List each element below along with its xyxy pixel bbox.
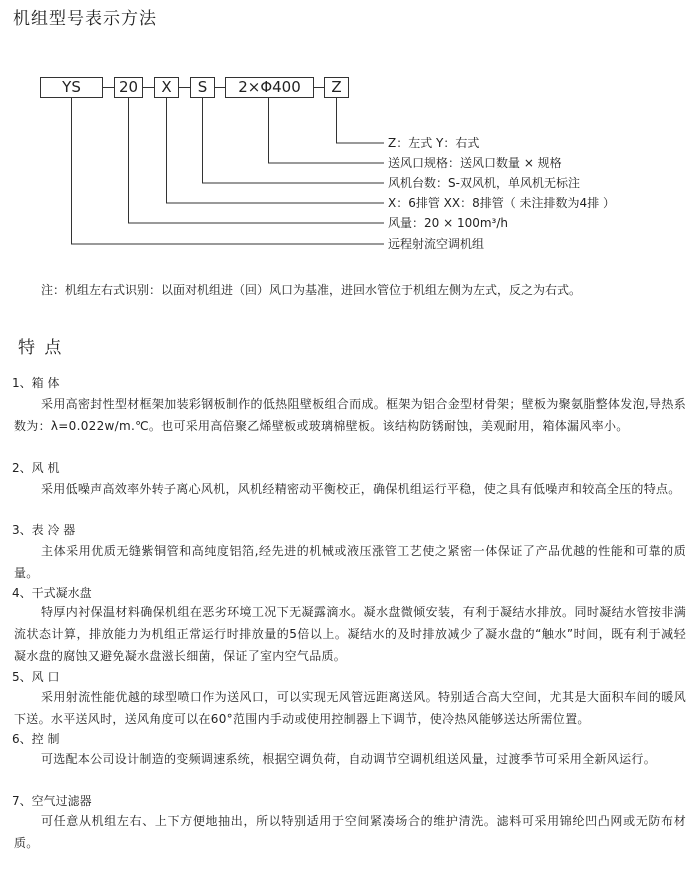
code-box-hand: Z (324, 77, 349, 98)
legend-coil-rows: X：6排管 XX：8排管（ 未注排数为4排 ） (388, 196, 616, 210)
leader-line-hand (337, 98, 385, 143)
code-box-series: YS (40, 77, 103, 98)
legend-hand: Z：左式 Y：右式 (388, 136, 480, 150)
code-box-coil-rows: X (154, 77, 179, 98)
feature-title-control: 6、控 制 (12, 732, 60, 746)
handedness-note: 注：机组左右式识别：以面对机组进（回）风口为基准，进回水管位于机组左侧为左式，反之为右式。 (41, 283, 582, 297)
legend-fan-count: 风机台数：S-双风机，单风机无标注 (388, 176, 580, 190)
legend-series: 远程射流空调机组 (388, 237, 485, 251)
features-heading: 特 点 (18, 338, 64, 358)
feature-text-filter: 可任意从机组左右、上下方便地抽出，所以特别适用于空间紧凑场合的维护清洗。滤料可采用锦纶凹凸网或无防布材质。 (14, 814, 686, 850)
code-box-outlet-spec: 2×Φ400 (225, 77, 314, 98)
feature-title-coil: 3、表 冷 器 (12, 523, 76, 537)
feature-text-casing: 采用高密封性型材框架加装彩钢板制作的低热阻壁板组合而成。框架为铝合金型材骨架；壁板为聚氨脂整体发泡,导热系数为：λ=0.022w/m.℃。也可采用高倍聚乙烯壁板或玻璃棉壁板。该结构防锈耐蚀，美观耐用，箱体漏风率小。 (14, 397, 686, 433)
feature-title-drain-pan: 4、干式凝水盘 (12, 586, 92, 600)
legend-outlet-spec: 送风口规格：送风口数量 × 规格 (388, 156, 562, 170)
model-code-leader-lines (0, 0, 698, 260)
feature-title-fan: 2、风 机 (12, 461, 60, 475)
feature-title-filter: 7、空气过滤器 (12, 794, 92, 808)
feature-text-control: 可选配本公司设计制造的变频调速系统，根据空调负荷，自动调节空调机组送风量，过渡季节可采用全新风运行。 (41, 752, 657, 766)
code-box-fan-count: S (190, 77, 215, 98)
code-box-airflow: 20 (114, 77, 143, 98)
leader-line-fan-count (203, 98, 385, 183)
leader-line-outlet-spec (269, 98, 385, 163)
feature-text-drain-pan: 特厚内衬保温材料确保机组在恶劣环境工况下无凝露滴水。凝水盘微倾安装，有利于凝结水排放。同时凝结水管按非满流状态计算，排放能力为机组正常运行时排放量的5倍以上。凝结水的及时排放减少了凝水盘的“触水”时间，既有利于减轻凝水盘的腐蚀又避免凝水盘滋长细菌，保证了室内空气品质。 (14, 605, 686, 663)
leader-line-series (72, 98, 385, 244)
feature-text-fan: 采用低噪声高效率外转子离心风机，风机经精密动平衡校正，确保机组运行平稳，使之具有低噪声和较高全压的特点。 (41, 482, 681, 496)
feature-title-outlet: 5、风 口 (12, 670, 60, 684)
feature-text-coil: 主体采用优质无缝紫铜管和高纯度铝箔,经先进的机械或液压涨管工艺使之紧密一体保证了产品优越的性能和可靠的质量。 (14, 544, 686, 580)
page-title: 机组型号表示方法 (13, 9, 157, 29)
legend-airflow: 风量：20 × 100m³/h (388, 216, 509, 230)
leader-line-coil-rows (167, 98, 385, 203)
feature-text-outlet: 采用射流性能优越的球型喷口作为送风口，可以实现无风管远距离送风。特别适合高大空间，尤其是大面积车间的暖风下送。水平送风时，送风角度可以在60°范围内手动或使用控制器上下调节，使冷热风能够送达所需位置。 (14, 690, 686, 726)
feature-title-casing: 1、箱 体 (12, 376, 60, 390)
